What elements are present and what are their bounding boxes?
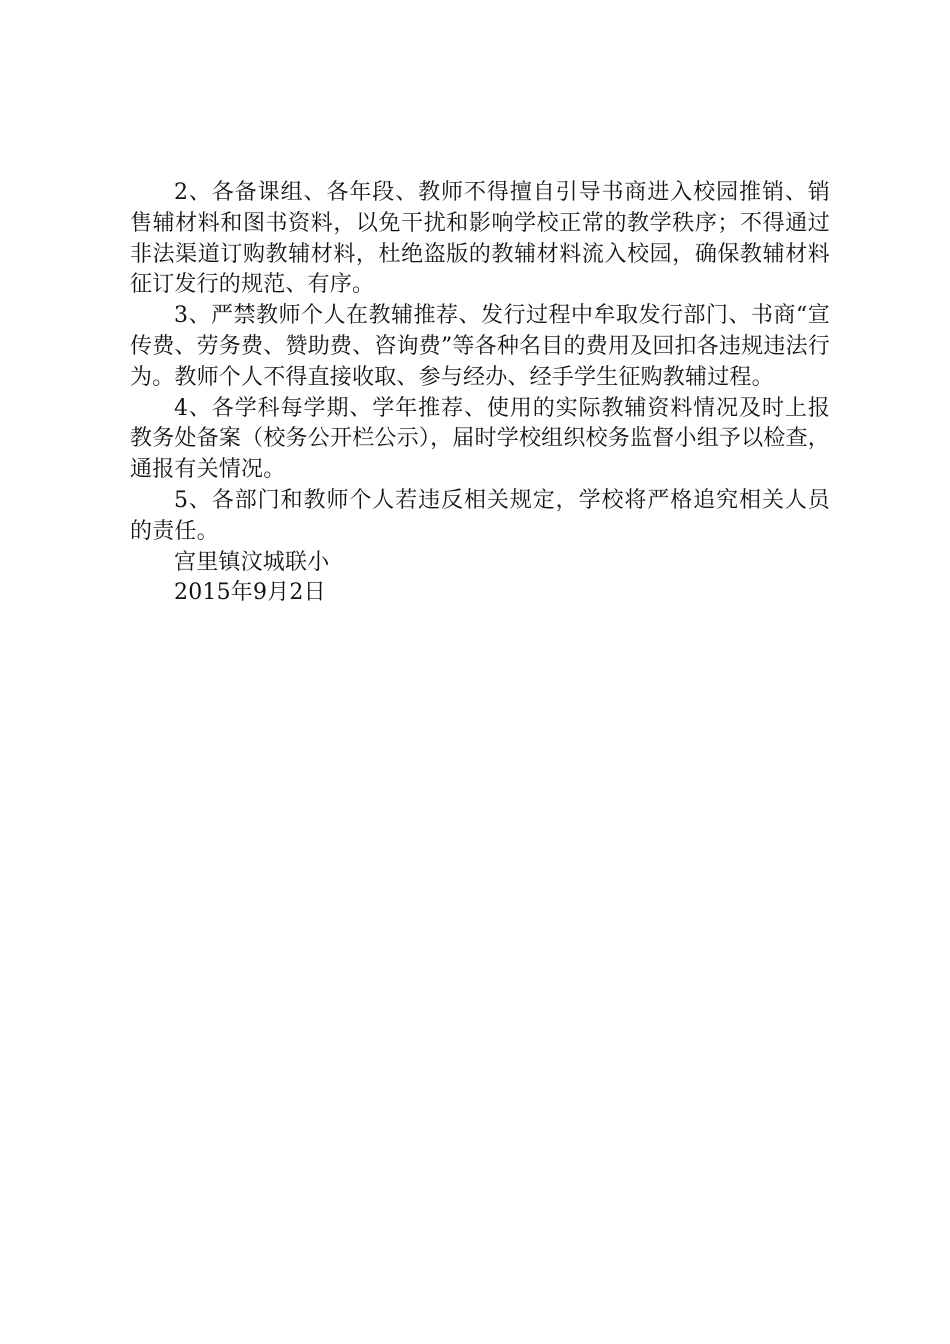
paragraph-item-3: 3、严禁教师个人在教辅推荐、发行过程中牟取发行部门、书商“宣传费、劳务费、赞助费、咨询费”等各种名目的费用及回扣各违规违法行为。教师个人不得直接收取、参与经办、经手学生征购教辅过程。 bbox=[130, 303, 830, 390]
signature-organization: 宫里镇汶城联小 bbox=[174, 549, 330, 575]
paragraph-item-2: 2、各备课组、各年段、教师不得擅自引导书商进入校园推销、销售辅材料和图书资料，以免干扰和影响学校正常的教学秩序；不得通过非法渠道订购教辅材料，杜绝盗版的教辅材料流入校园，确保教辅材料征订发行的规范、有序。 bbox=[130, 180, 830, 298]
paragraph-item-5: 5、各部门和教师个人若违反相关规定，学校将严格追究相关人员的责任。 bbox=[130, 487, 830, 544]
signature-date: 2015年9月2日 bbox=[174, 580, 326, 606]
paragraph-item-4: 4、各学科每学期、学年推荐、使用的实际教辅资料情况及时上报教务处备案（校务公开栏公示），届时学校组织校务监督小组予以检查，通报有关情况。 bbox=[130, 395, 830, 483]
document-body bbox=[130, 178, 830, 609]
